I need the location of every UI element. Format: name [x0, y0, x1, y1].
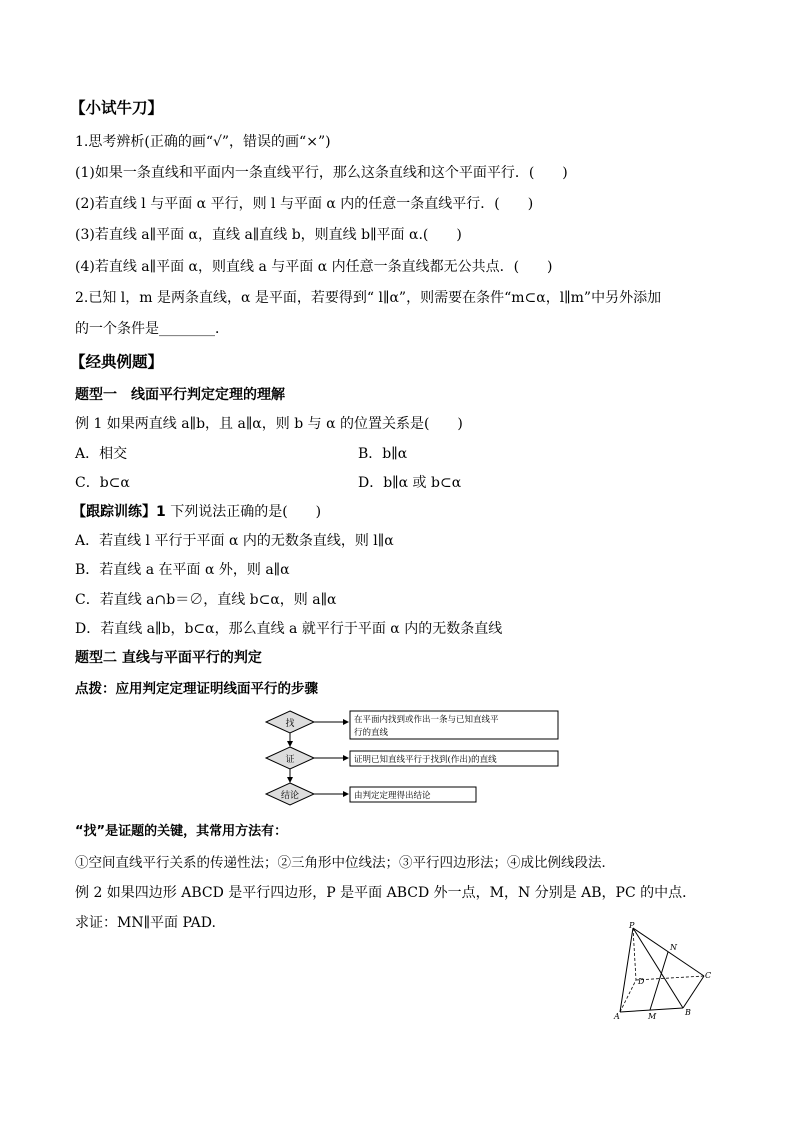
example-1-option-a: A．相交 — [75, 446, 128, 462]
flow-step-conclude: 结论 — [280, 791, 300, 801]
question-1-item-2: (2)若直线 l 与平面 α 平行，则 l 与平面 α 内的任意一条直线平行．( ) — [75, 196, 534, 212]
pyramid-figure — [608, 920, 718, 1020]
question-1-stem: 1.思考辨析(正确的画“√”，错误的画“×”) — [75, 134, 331, 150]
flow-box-3-text: 由判定定理得出结论 — [354, 791, 431, 801]
practice-1 — [72, 502, 321, 522]
question-2-line-1: 2.已知 l，m 是两条直线，α 是平面，若要得到“ l∥α”，则需要在条件“m⊂α，l∥m”中另外添加 — [75, 290, 662, 306]
section-heading-examples: 【经典例题】 — [70, 353, 164, 371]
section-heading-warmup: 【小试牛刀】 — [70, 99, 164, 117]
example-1: 例 1 如果两直线 a∥b，且 a∥α，则 b 与 α 的位置关系是( ) — [75, 416, 463, 432]
type-1-title: 题型一 线面平行判定定理的理解 — [75, 387, 285, 403]
example-1-option-b: B．b∥α — [358, 446, 408, 462]
question-1-item-4: (4)若直线 a∥平面 α，则直线 a 与平面 α 内任意一条直线都无公共点．( ) — [75, 259, 553, 275]
edge-BC — [683, 976, 704, 1008]
label-A: A — [614, 1012, 620, 1020]
practice-1-label: 【跟踪训练】1 — [72, 504, 166, 520]
example-1-option-c: C．b⊂α — [75, 475, 130, 491]
segment-MN — [650, 952, 668, 1010]
edge-DC — [636, 976, 704, 980]
flow-box-2-text: 证明已知直线平行于找到(作出)的直线 — [354, 755, 497, 765]
flow-box-1-line-1: 在平面内找到或作出一条与已知直线平 — [354, 715, 499, 725]
question-1-item-1: (1)如果一条直线和平面内一条直线平行，那么这条直线和这个平面平行．( ) — [75, 165, 568, 181]
label-B: B — [685, 1008, 691, 1017]
label-N: N — [670, 943, 677, 952]
type-2-title: 题型二 直线与平面平行的判定 — [75, 650, 262, 666]
practice-1-option-a: A．若直线 l 平行于平面 α 内的无数条直线，则 l∥α — [75, 533, 394, 549]
example-1-option-d: D．b∥α 或 b⊂α — [358, 475, 462, 491]
question-1-item-3: (3)若直线 a∥平面 α，直线 a∥直线 b，则直线 b∥平面 α.( ) — [75, 227, 462, 243]
practice-1-option-d: D．若直线 a∥b，b⊂α，那么直线 a 就平行于平面 α 内的无数条直线 — [75, 621, 503, 637]
edge-PB — [633, 928, 683, 1008]
key-note: “找”是证题的关键，其常用方法有： — [75, 824, 288, 839]
methods-list: ①空间直线平行关系的传递性法；②三角形中位线法；③平行四边形法；④成比例线段法． — [75, 855, 615, 871]
flow-step-find: 找 — [285, 719, 295, 729]
label-C: C — [705, 971, 712, 980]
question-2-line-2: 的一个条件是________． — [75, 321, 229, 337]
practice-1-option-c: C．若直线 a∩b＝∅，直线 b⊂α，则 a∥α — [75, 592, 337, 608]
example-2-line-1: 例 2 如果四边形 ABCD 是平行四边形，P 是平面 ABCD 外一点，M，N 分别是 AB，PC 的中点． — [75, 885, 697, 901]
proof-steps-flowchart — [262, 709, 562, 809]
label-M: M — [648, 1012, 657, 1020]
label-D: D — [638, 977, 645, 986]
flow-box-1-line-2: 行的直线 — [354, 728, 389, 738]
type-2-tip: 点拨：应用判定定理证明线面平行的步骤 — [75, 681, 318, 697]
example-2-line-2: 求证：MN∥平面 PAD. — [75, 915, 216, 931]
label-P: P — [629, 921, 635, 930]
practice-1-option-b: B．若直线 a 在平面 α 外，则 a∥α — [75, 562, 290, 578]
edge-PA — [620, 928, 633, 1012]
flow-step-prove: 证 — [285, 755, 295, 765]
practice-1-text: 下列说法正确的是( ) — [165, 504, 322, 520]
edge-PC — [633, 928, 704, 976]
edge-PD — [633, 928, 636, 980]
